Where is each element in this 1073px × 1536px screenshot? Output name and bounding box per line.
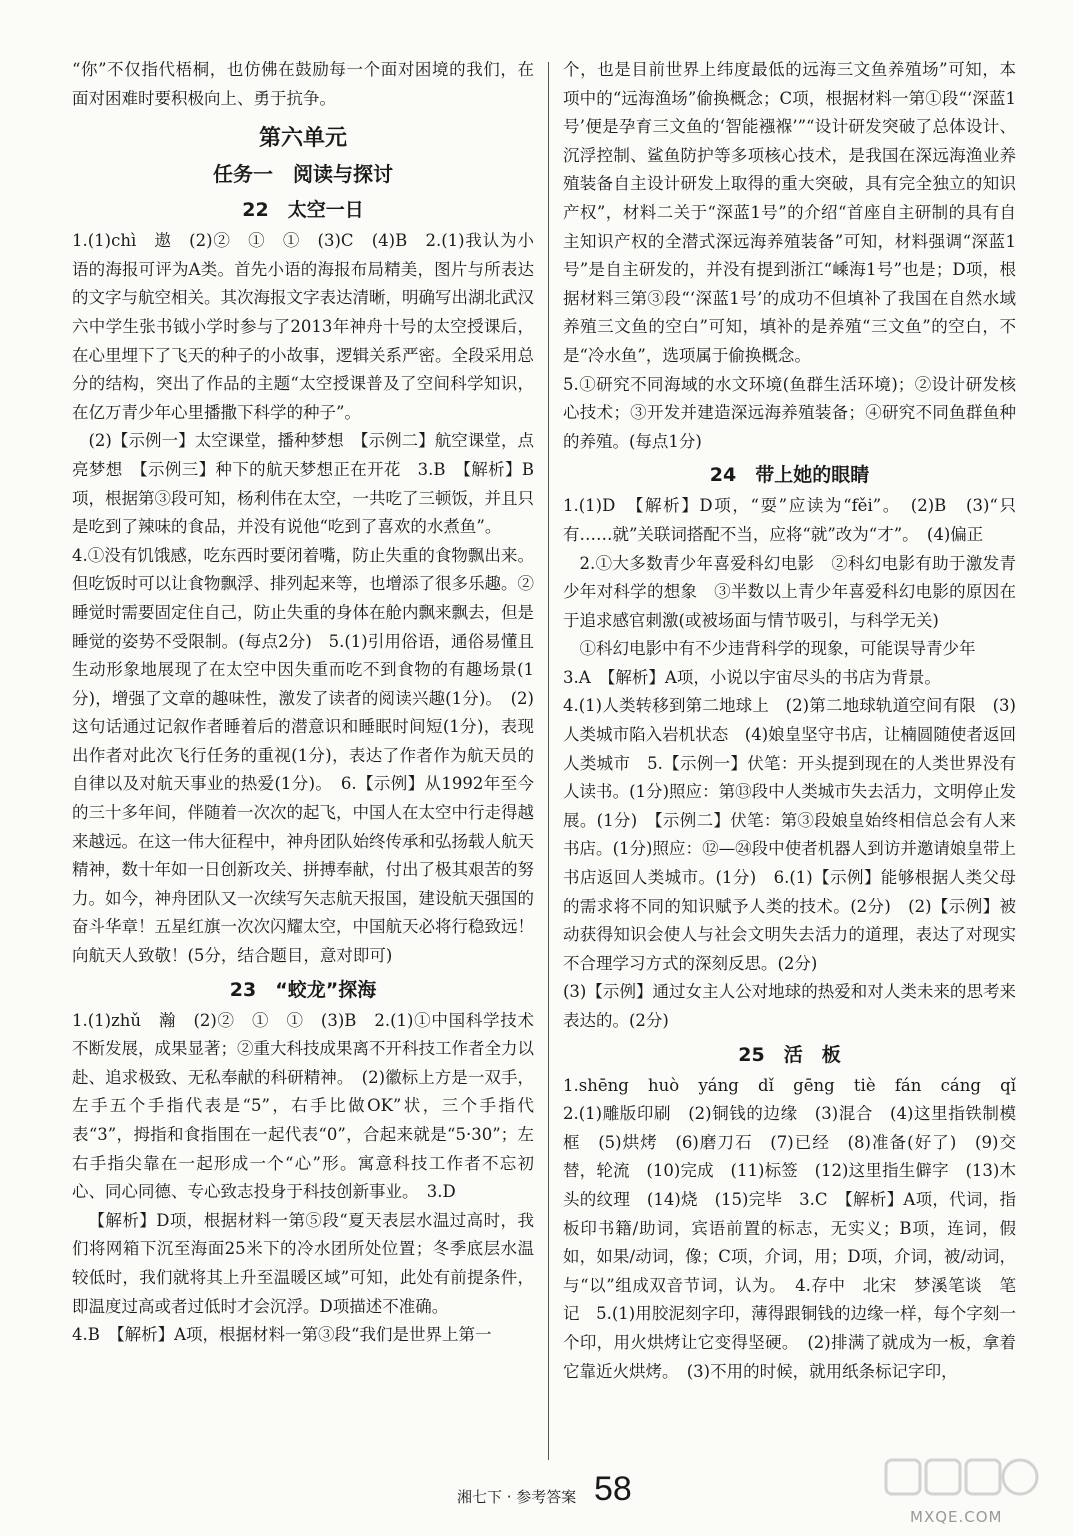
answer-paragraph: 【解析】D项，根据材料一第⑤段“夏天表层水温过高时，我们将网箱下沉至海面25米下的冷水团所处位置；冬季底层水温较低时，我们就将其上升至温暖区域”可知，此处有前提条件，即温度过高或者过低时才会沉浮。D项描述不准确。	[72, 1210, 534, 1316]
pinyin-line: 1.shēng huò yáng dǐ gēng tiè fán cáng qǐ	[563, 1075, 1016, 1095]
answer-paragraph: “你”不仅指代梧桐，也仿佛在鼓励每一个面对困境的我们，在面对困难时要积极向上、勇于抗争。	[72, 60, 534, 108]
footer-label: 湘七下 · 参考答案	[457, 1488, 577, 1506]
task-heading: 任务一 阅读与探讨	[213, 162, 393, 187]
answer-paragraph: 个，也是目前世界上纬度最低的远海三文鱼养殖场”可知，本项中的“远海渔场”偷换概念；C项，根据材料一第①段“‘深蓝1号’便是孕育三文鱼的‘智能襁褓’”“设计研发突破了总体设计、沉浮控制、鲨鱼防护等多项核心技术，是我国在深远海渔业养殖装备自主设计研发上取得的重大突破，具有完全独立的知识产权”，材料二关于“深蓝1号”的介绍“首座自主研制的具有自主知识产权的全潜式深远海养殖装备”可知，材料强调“深蓝1号”是自主研发的，并没有提到浙江“嵊海1号”也是；D项，根据材料三第③段“‘深蓝1号’的成功不但填补了我国在自然水域养殖三文鱼的空白”可知，填补的是养殖“三文鱼”的空白，不是“冷水鱼”，选项属于偷换概念。	[563, 60, 1016, 365]
lesson-heading: 25 活 板	[738, 1043, 841, 1066]
lesson-heading: 23 “蛟龙”探海	[229, 978, 377, 1001]
left-column	[72, 56, 534, 1350]
answer-paragraph: 1.(1)D 【解析】D项，“耍”应读为“fěi”。 (2)B (3)“只有……就”关联词搭配不当，应将“就”改为“才”。 (4)偏正	[563, 496, 1016, 544]
watermark-text: MXQE.COM	[910, 1508, 1003, 1526]
answer-paragraph: 4.①没有饥饿感，吃东西时要闭着嘴，防止失重的食物飘出来。但吃饭时可以让食物飘浮、排列起来等，也增添了很多乐趣。②睡觉时需要固定住自己，防止失重的身体在舱内飘来飘去，但是睡觉的姿势不受限制。(每点2分) 5.(1)引用俗语，通俗易懂且生动形象地展现了在太空中因失重而吃不到食物的有趣场景(1分)，增强了文章的趣味性，激发了读者的阅读兴趣(1分)。 (2)这句话通过记叙作者睡着后的潜意识和睡眠时间短(1分)，表现出作者对此次飞行任务的重视(1分)，表达了作者作为航天员的自律以及对航天事业的热爱(1分)。 6.【示例】从1992年至今的三十多年间，伴随着一次次的起飞，中国人在太空中行走得越来越远。在这一伟大征程中，神舟团队始终传承和弘扬载人航天精神，数十年如一日创新攻关、拼搏奉献，付出了极其艰苦的努力。如今，神舟团队又一次续写矢志航天报国，建设航天强国的奋斗华章！五星红旗一次次闪耀太空，中国航天必将行稳致远！向航天人致敬！(5分，结合题目，意对即可)	[72, 545, 534, 966]
answer-paragraph: 2.(1)雕版印刷 (2)铜钱的边缘 (3)混合 (4)这里指铁制模框 (5)烘烤 (6)磨刀石 (7)已经 (8)准备(好了) (9)交替，轮流 (10)完成 (11)标签 (12)这里指生僻字 (13)木头的纹理 (14)烧 (15)完毕 3.C 【解析】A项，代词，指板印书籍/助词，宾语前置的标志，无实义；B项，连词，假如，如果/动词，像；C项，介词，用；D项，介词，被/动词，与“以”组成双音节词，认为。 4.存中 北宋 梦溪笔谈 笔记 5.(1)用胶泥刻字印，薄得跟铜钱的边缘一样，每个字刻一个印，用火烘烤让它变得坚硬。 (2)排满了就成为一板，拿着它靠近火烘烤。 (3)不用的时候，就用纸条标记字印，	[563, 1104, 1016, 1381]
lesson-heading: 22 太空一日	[242, 199, 364, 222]
answer-paragraph: ①科幻电影中有不少违背科学的现象，可能误导青少年	[579, 639, 976, 659]
answer-paragraph: 2.①大多数青少年喜爱科幻电影 ②科幻电影有助于激发青少年对科学的想象 ③半数以上青少年喜爱科幻电影的原因在于追求感官刺激(或被场面与情节吸引，与科学无关)	[563, 553, 1016, 630]
answer-paragraph: 4.(1)人类转移到第二地球上 (2)第二地球轨道空间有限 (3)人类城市陷入岩机状态 (4)娘皇坚守书店，让楠圆随使者返回人类城市 5.【示例一】伏笔：开头提到现在的人类世界没有人读书。(1分)照应：第⑬段中人类城市失去活力，文明停止发展。(1分) 【示例二】伏笔：第③段娘皇始终相信总会有人来书店。(1分)照应：⑫—㉔段中使者机器人到访并邀请娘皇带上书店返回人类城市。(1分) 6.(1)【示例】能够根据人类父母的需求将不同的知识赋予人类的技术。(2分) (2)【示例】被动获得知识会使人与社会文明失去活力的道理，表达了对现实不合理学习方式的深刻反思。(2分)	[563, 696, 1016, 973]
page-number: 58	[594, 1470, 632, 1508]
answer-paragraph: 1.(1)chì 遨 (2)② ① ① (3)C (4)B 2.(1)我认为小语的海报可评为A类。首先小语的海报布局精美，图片与所表达的文字与航空相关。其次海报文字表达清晰，明确写出湖北武汉六中学生张书钺小学时参与了2013年神舟十号的太空授课后，在心里埋下了飞天的种子的小故事，逻辑关系严密。全段采用总分的结构，突出了作品的主题“太空授课普及了空间科学知识，在亿万青少年心里播撒下科学的种子”。	[72, 231, 534, 422]
page-footer	[0, 1470, 1073, 1526]
unit-heading: 第六单元	[258, 126, 347, 152]
answer-paragraph: 4.B 【解析】A项，根据材料一第③段“我们是世界上第一	[72, 1325, 492, 1345]
lesson-heading: 24 带上她的眼睛	[709, 464, 870, 487]
answer-paragraph: 5.①研究不同海域的水文环境(鱼群生活环境)；②设计研发核心技术；③开发并建造深远海养殖装备；④研究不同鱼群鱼种的养殖。(每点1分)	[563, 374, 1016, 451]
column-divider	[548, 62, 549, 1460]
answer-paragraph: 1.(1)zhǔ 瀚 (2)② ① ① (3)B 2.(1)①中国科学技术不断发展，成果显著；②重大科技成果离不开科技工作者全力以赴、追求极致、无私奉献的科研精神。 (2)徽标上方是一双手，左手五个手指代表是“5”，右手比做OK”状，三个手指代表“3”，拇指和食指围在一起代表“0”，合起来就是“5·30”；左右手指尖靠在一起形成一个“心”形。寓意科技工作者不忘初心、同心同德、专心致志投身于科技创新事业。 3.D	[72, 1010, 534, 1202]
watermark-logo	[882, 1452, 1042, 1512]
answer-paragraph: 3.A 【解析】A项，小说以宇宙尽头的书店为背景。	[563, 667, 941, 687]
answer-paragraph: (3)【示例】通过女主人公对地球的热爱和对人类未来的思考来表达的。(2分)	[563, 982, 1016, 1030]
answer-paragraph: (2)【示例一】太空课堂，播种梦想 【示例二】航空课堂，点亮梦想 【示例三】种下的航天梦想正在开花 3.B 【解析】B项，根据第③段可知，杨利伟在太空，一共吃了三顿饭，并且只是吃到了辣味的食品，并没有说他“吃到了喜欢的水煮鱼”。	[72, 431, 534, 537]
right-column	[563, 56, 1016, 1386]
